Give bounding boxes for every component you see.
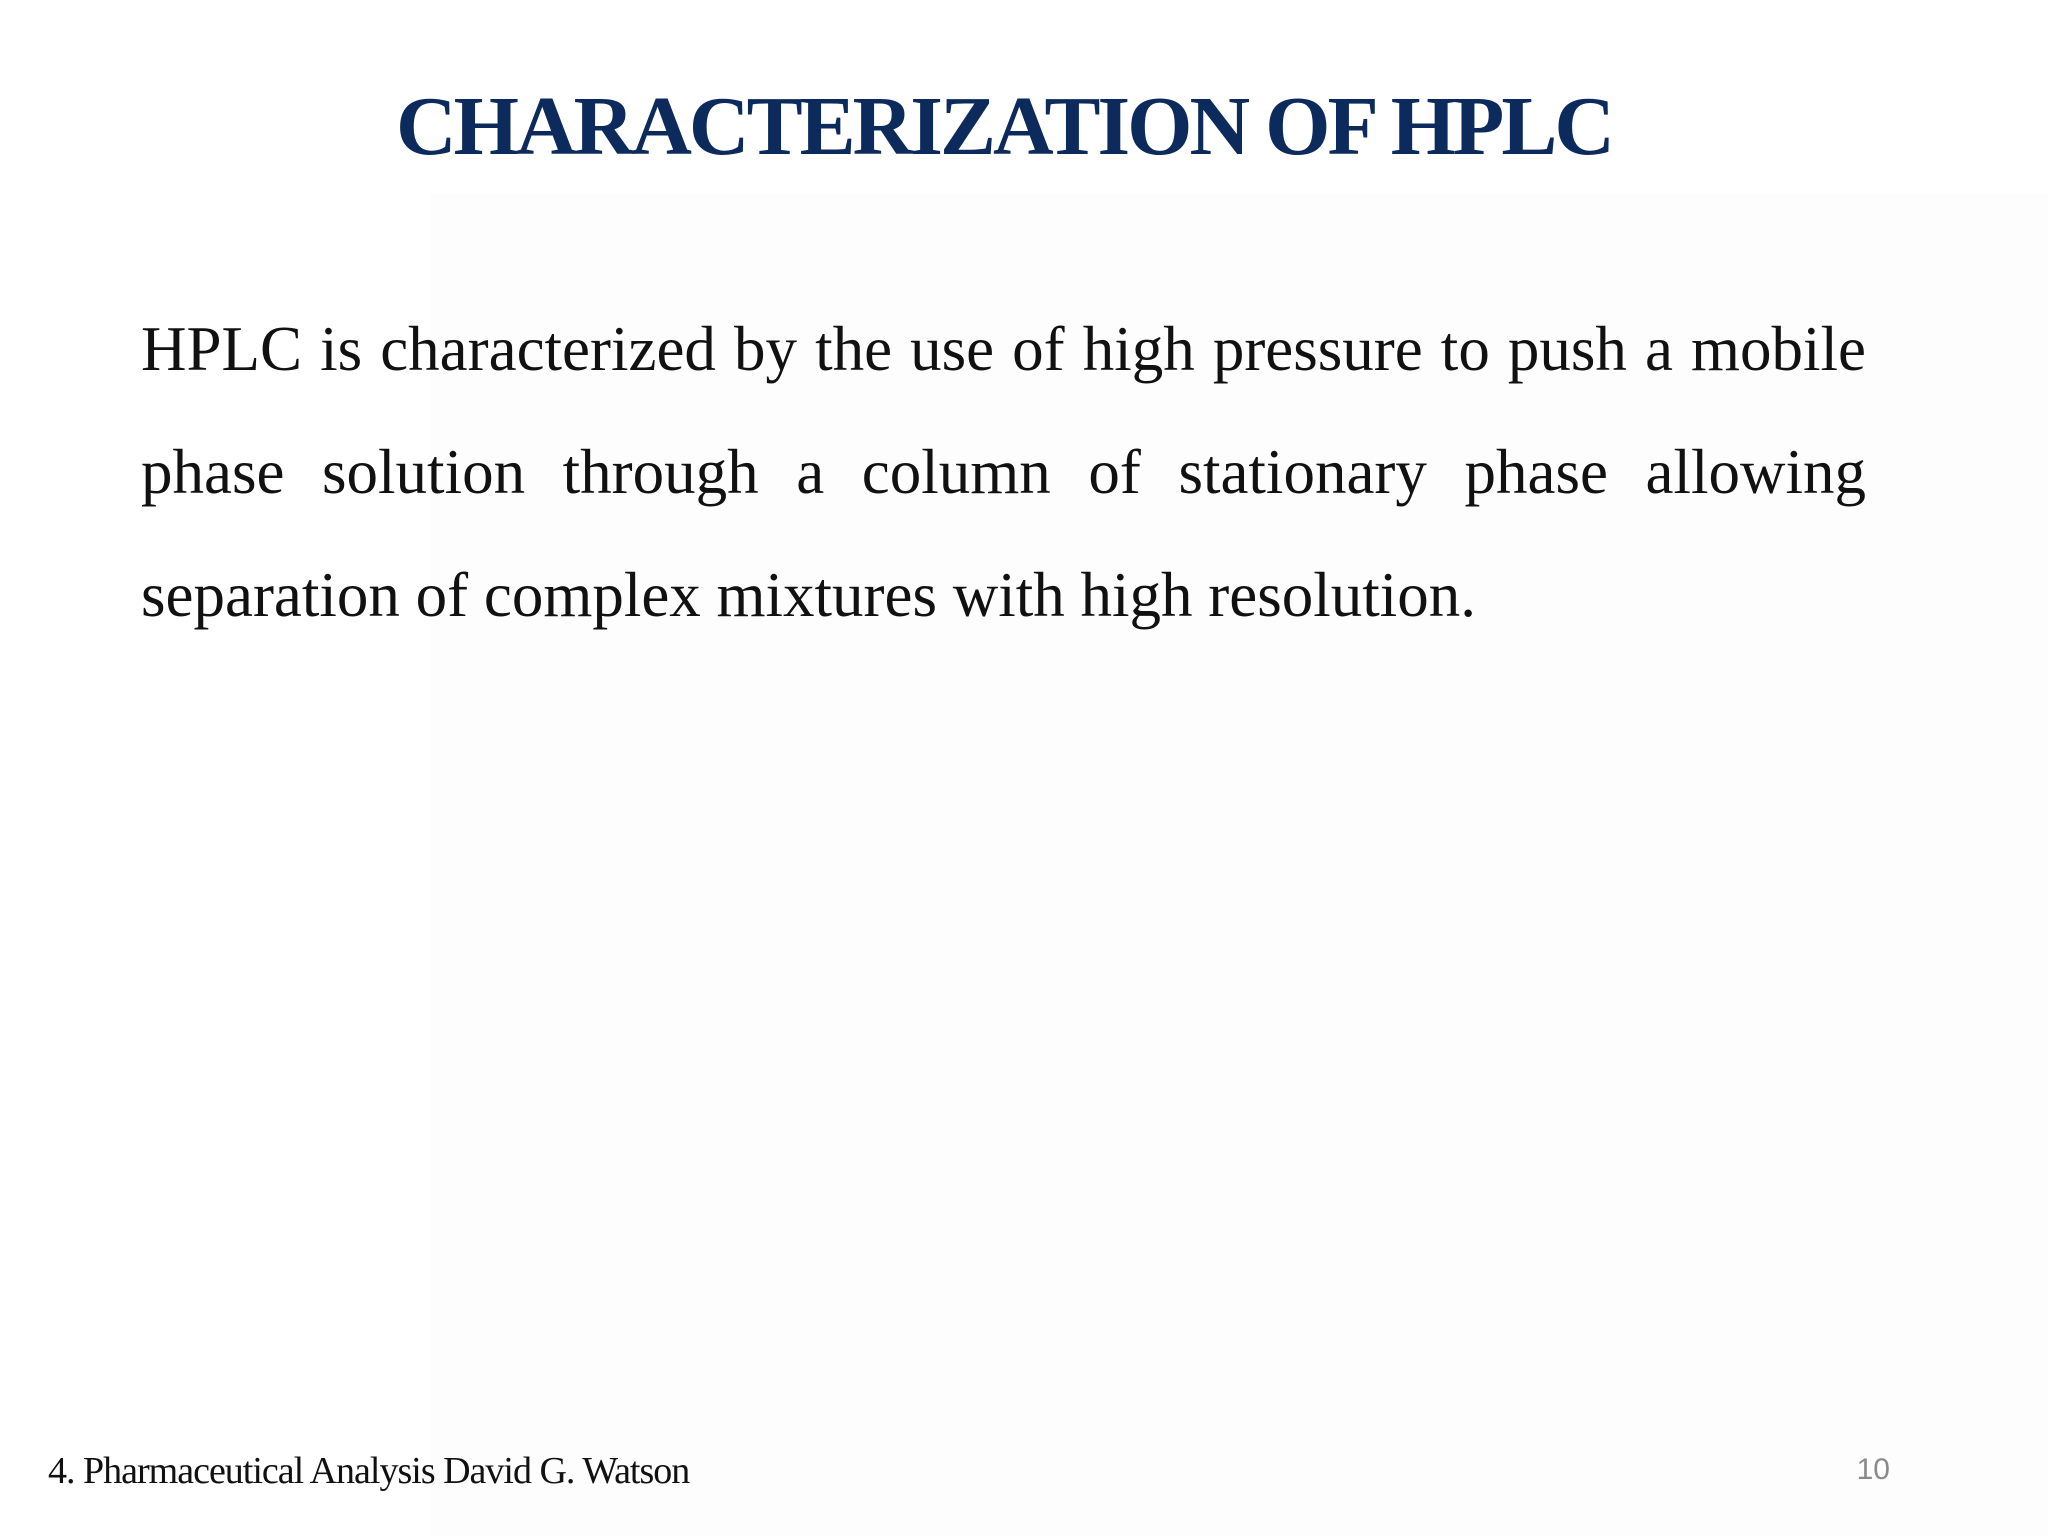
- page-number: 10: [1856, 1453, 1890, 1486]
- slide-body-paragraph: HPLC is characterized by the use of high pressure to push a mobile phase solution through a column of stationary phase allowing separation of complex mixtures with high resolution.: [141, 314, 1866, 630]
- slide-title: CHARACTERIZATION OF HPLC: [395, 80, 1613, 173]
- footer-reference: 4. Pharmaceutical Analysis David G. Watson: [48, 1450, 690, 1492]
